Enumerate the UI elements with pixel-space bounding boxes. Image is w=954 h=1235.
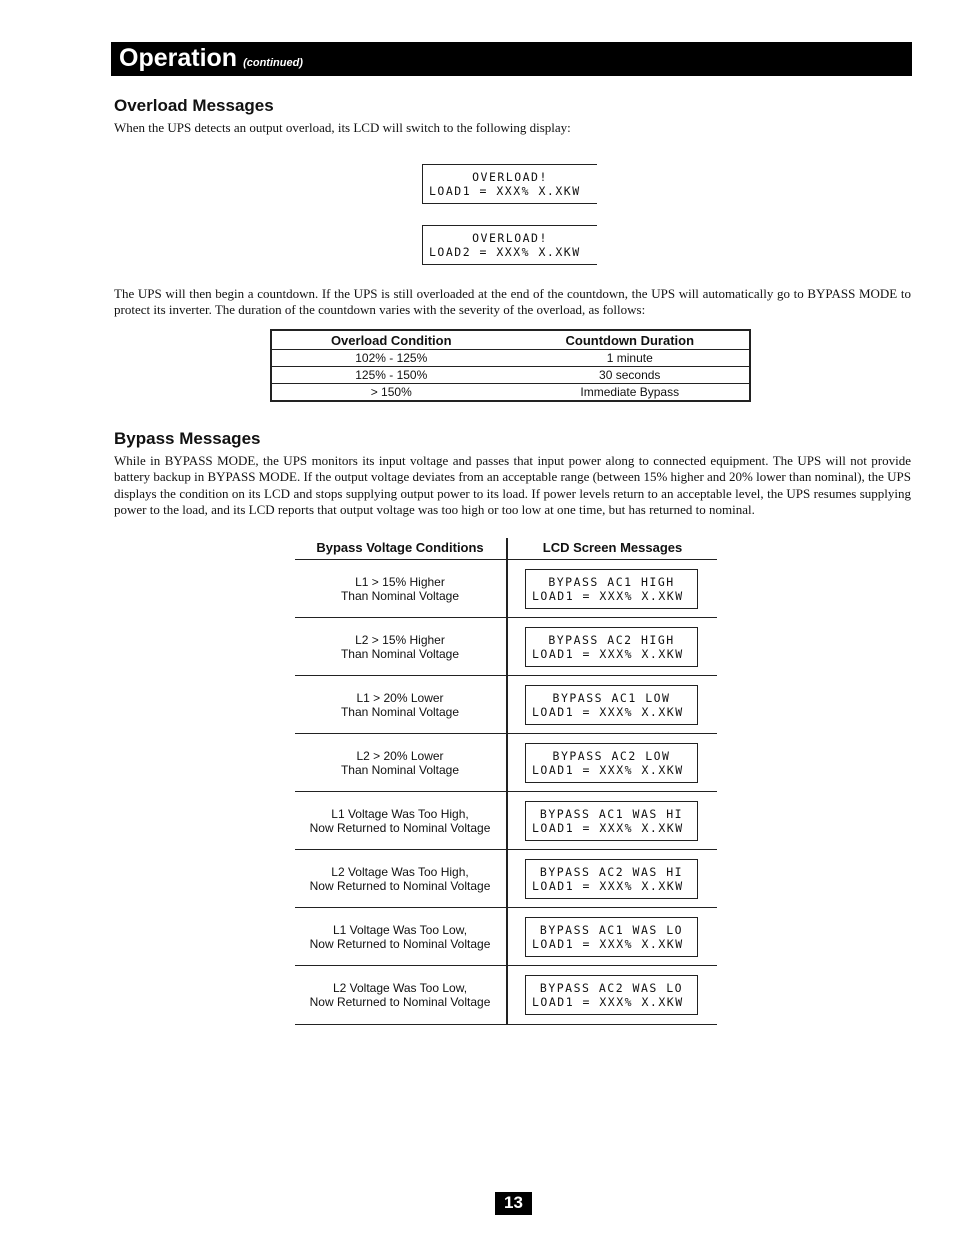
condition-line-2: Than Nominal Voltage [340,647,460,661]
bypass-text: While in BYPASS MODE, the UPS monitors its input voltage and passes that input power along to connected equipment. The UPS will not provide battery backup in BYPASS MODE. If the output voltage deviates from an acceptable range (between 15% higher and 20% lower than nominal), the UPS displays the condition on its LCD and stops supplying output power to its load. If power levels return to an acceptable level, the UPS resumes supplying power to the load, and its LCD reports that output voltage was too high or too low at one time, but has returned to nominal. [114,453,912,517]
condition-line-2: Than Nominal Voltage [340,705,460,719]
lcd-line-2: LOAD1 = XXX% X.XKW [532,879,684,893]
condition-cell [295,560,505,618]
condition-line-2: Than Nominal Voltage [340,763,460,777]
lcd-line-1: BYPASS AC2 WAS HI [539,865,684,879]
lcd-line-1: BYPASS AC1 LOW [552,691,671,705]
section-title-text: Operation [119,44,238,72]
lcd-display [525,917,698,957]
condition-cell [295,850,505,908]
condition-cell [295,966,505,1024]
lcd-display [525,859,698,899]
lcd-messages-header: LCD Screen Messages [542,540,683,555]
lcd-display-overload-2 [422,225,597,265]
overload-intro: When the UPS detects an output overload, its LCD will switch to the following display: [114,120,571,135]
column-header: Countdown Duration [511,330,751,350]
lcd-line-1: BYPASS AC2 HIGH [548,633,675,647]
section-subtitle: (continued) [243,57,303,69]
page-number: 13 [495,1192,532,1215]
condition-line-1: L2 > 20% Lower [356,749,444,763]
condition-line-1: L2 > 15% Higher [355,633,445,647]
table-divider [506,538,508,1025]
lcd-line-2: LOAD1 = XXX% X.XKW [532,763,684,777]
lcd-line-2: LOAD1 = XXX% X.XKW [532,937,684,951]
condition-line-1: L1 > 20% Lower [356,691,444,705]
lcd-display [525,685,698,725]
table-cell: > 150% [370,385,412,399]
lcd-line-2: LOAD1 = XXX% X.XKW [532,821,684,835]
overload-heading: Overload Messages [114,96,274,115]
condition-line-1: L2 Voltage Was Too Low, [332,981,468,995]
lcd-display [525,569,698,609]
table-row [271,384,750,402]
table-cell: 30 seconds [511,367,751,384]
lcd-display [525,743,698,783]
table-row [271,367,750,384]
condition-cell [295,792,505,850]
condition-line-1: L1 Voltage Was Too High, [331,807,469,821]
lcd-line-2: LOAD1 = XXX% X.XKW [532,589,684,603]
table-cell: Immediate Bypass [580,385,680,399]
lcd-line-1: OVERLOAD! [472,231,548,245]
condition-line-2: Now Returned to Nominal Voltage [309,995,491,1009]
condition-line-1: L1 > 15% Higher [355,575,445,589]
bypass-heading: Bypass Messages [114,429,261,448]
lcd-line-1: BYPASS AC1 HIGH [548,575,675,589]
condition-cell [295,908,505,966]
overload-table [270,329,751,402]
lcd-display [525,801,698,841]
lcd-line-2: LOAD2 = XXX% X.XKW [429,245,581,259]
countdown-text: The UPS will then begin a countdown. If the UPS is still overloaded at the end of the countdown, the UPS will automatically go to BYPASS MODE to protect its inverter. The duration of the countdown varies with the severity of the overload, as follows: [114,286,911,318]
condition-cell [295,676,505,734]
section-header-bar [111,42,912,76]
condition-cell [295,734,505,792]
condition-line-1: L2 Voltage Was Too High, [331,865,469,879]
lcd-line-1: BYPASS AC2 WAS LO [539,981,684,995]
lcd-line-2: LOAD1 = XXX% X.XKW [532,647,684,661]
table-cell: 102% - 125% [271,350,511,367]
condition-line-1: L1 Voltage Was Too Low, [332,923,468,937]
table-row [271,350,750,367]
lcd-line-2: LOAD1 = XXX% X.XKW [532,705,684,719]
condition-line-2: Now Returned to Nominal Voltage [309,937,491,951]
condition-line-2: Now Returned to Nominal Voltage [309,879,491,893]
condition-cell [295,618,505,676]
table-cell: 1 minute [511,350,751,367]
lcd-display [525,627,698,667]
lcd-line-1: BYPASS AC2 LOW [552,749,671,763]
lcd-line-1: BYPASS AC1 WAS LO [539,923,684,937]
condition-line-2: Now Returned to Nominal Voltage [309,821,491,835]
section-title [119,43,303,78]
lcd-line-1: OVERLOAD! [472,170,548,184]
condition-line-2: Than Nominal Voltage [340,589,460,603]
table-cell: 125% - 150% [271,367,511,384]
lcd-display-overload-1 [422,164,597,204]
lcd-line-2: LOAD1 = XXX% X.XKW [532,995,684,1009]
column-header: Overload Condition [271,330,511,350]
lcd-display [525,975,698,1015]
bypass-conditions-header: Bypass Voltage Conditions [316,540,484,555]
table-header-row [271,330,750,350]
lcd-line-1: BYPASS AC1 WAS HI [539,807,684,821]
lcd-line-2: LOAD1 = XXX% X.XKW [429,184,581,198]
